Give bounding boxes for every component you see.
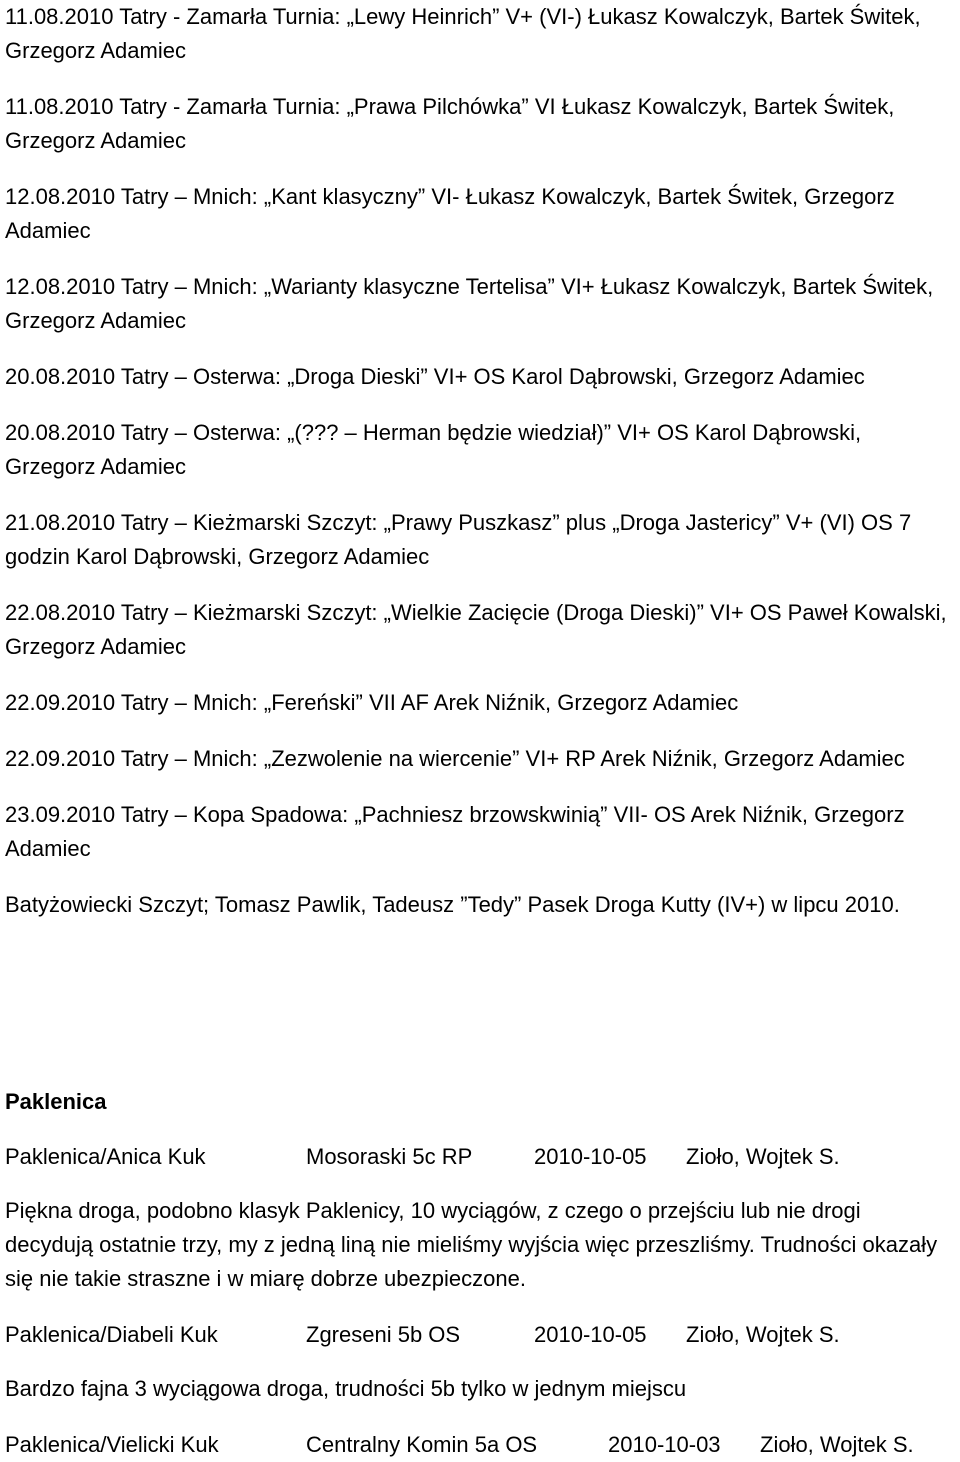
log-entry: Batyżowiecki Szczyt; Tomasz Pawlik, Tadeusz ”Tedy” Pasek Droga Kutty (IV+) w lipcu 2010.: [5, 892, 900, 917]
log-entry: 22.09.2010 Tatry – Mnich: „Zezwolenie na wiercenie” VI+ RP Arek Niźnik, Grzegorz Adamiec: [5, 746, 905, 771]
route-climbers: Zioło, Wojtek S.: [686, 1144, 840, 1169]
route-row: [5, 1140, 950, 1174]
log-entry: 11.08.2010 Tatry - Zamarła Turnia: „Lewy Heinrich” V+ (VI-) Łukasz Kowalczyk, Bartek Świtek, Grzegorz Adamiec: [5, 4, 921, 63]
log-entry: 22.09.2010 Tatry – Mnich: „Fereński” VII AF Arek Niźnik, Grzegorz Adamiec: [5, 690, 739, 715]
log-entry: 22.08.2010 Tatry – Kieżmarski Szczyt: „Wielkie Zacięcie (Droga Dieski)” VI+ OS Paweł Kowalski, Grzegorz Adamiec: [5, 600, 947, 659]
route-row: [5, 1428, 950, 1462]
log-entry: 12.08.2010 Tatry – Mnich: „Warianty klasyczne Tertelisa” VI+ Łukasz Kowalczyk, Bartek Świtek, Grzegorz Adamiec: [5, 274, 934, 333]
log-entry: 12.08.2010 Tatry – Mnich: „Kant klasyczny” VI- Łukasz Kowalczyk, Bartek Świtek, Grzegorz Adamiec: [5, 184, 895, 243]
log-entry: 11.08.2010 Tatry - Zamarła Turnia: „Prawa Pilchówka” VI Łukasz Kowalczyk, Bartek Świtek, Grzegorz Adamiec: [5, 94, 895, 153]
route-name: Centralny Komin 5a OS: [306, 1432, 538, 1457]
section-heading: Paklenica: [5, 1089, 107, 1114]
route-date: 2010-10-03: [608, 1432, 721, 1457]
route-description: Bardzo fajna 3 wyciągowa droga, trudności 5b tylko w jednym miejscu: [5, 1376, 687, 1401]
paklenica-section: [5, 1140, 950, 1462]
route-climbers: Zioło, Wojtek S.: [760, 1432, 914, 1457]
route-location: Paklenica/Vielicki Kuk: [5, 1432, 219, 1457]
route-climbers: Zioło, Wojtek S.: [686, 1322, 840, 1347]
route-location: Paklenica/Diabeli Kuk: [5, 1322, 218, 1347]
log-entry: 20.08.2010 Tatry – Osterwa: „Droga Dieski” VI+ OS Karol Dąbrowski, Grzegorz Adamiec: [5, 364, 865, 389]
route-description: Piękna droga, podobno klasyk Paklenicy, 10 wyciągów, z czego o przejściu lub nie drogi decydują ostatnie trzy, my z jedną liną nie mieliśmy wyjścia więc przeszliśmy. Trudności okazały się nie takie straszne i w miarę dobrze ubezpieczone.: [5, 1198, 938, 1291]
route-name: Zgreseni 5b OS: [306, 1322, 461, 1347]
route-date: 2010-10-05: [534, 1322, 647, 1347]
route-name: Mosoraski 5c RP: [306, 1144, 473, 1169]
log-entry: 20.08.2010 Tatry – Osterwa: „(??? – Herman będzie wiedział)” VI+ OS Karol Dąbrowski, Grzegorz Adamiec: [5, 420, 862, 479]
route-location: Paklenica/Anica Kuk: [5, 1144, 206, 1169]
climbing-log: [5, 0, 950, 922]
route-date: 2010-10-05: [534, 1144, 647, 1169]
route-row: [5, 1318, 950, 1352]
log-entry: 23.09.2010 Tatry – Kopa Spadowa: „Pachniesz brzowskwinią” VII- OS Arek Niźnik, Grzegorz Adamiec: [5, 802, 905, 861]
log-entry: 21.08.2010 Tatry – Kieżmarski Szczyt: „Prawy Puszkasz” plus „Droga Jastericy” V+ (VI) OS 7 godzin Karol Dąbrowski, Grzegorz Adamiec: [5, 510, 912, 569]
